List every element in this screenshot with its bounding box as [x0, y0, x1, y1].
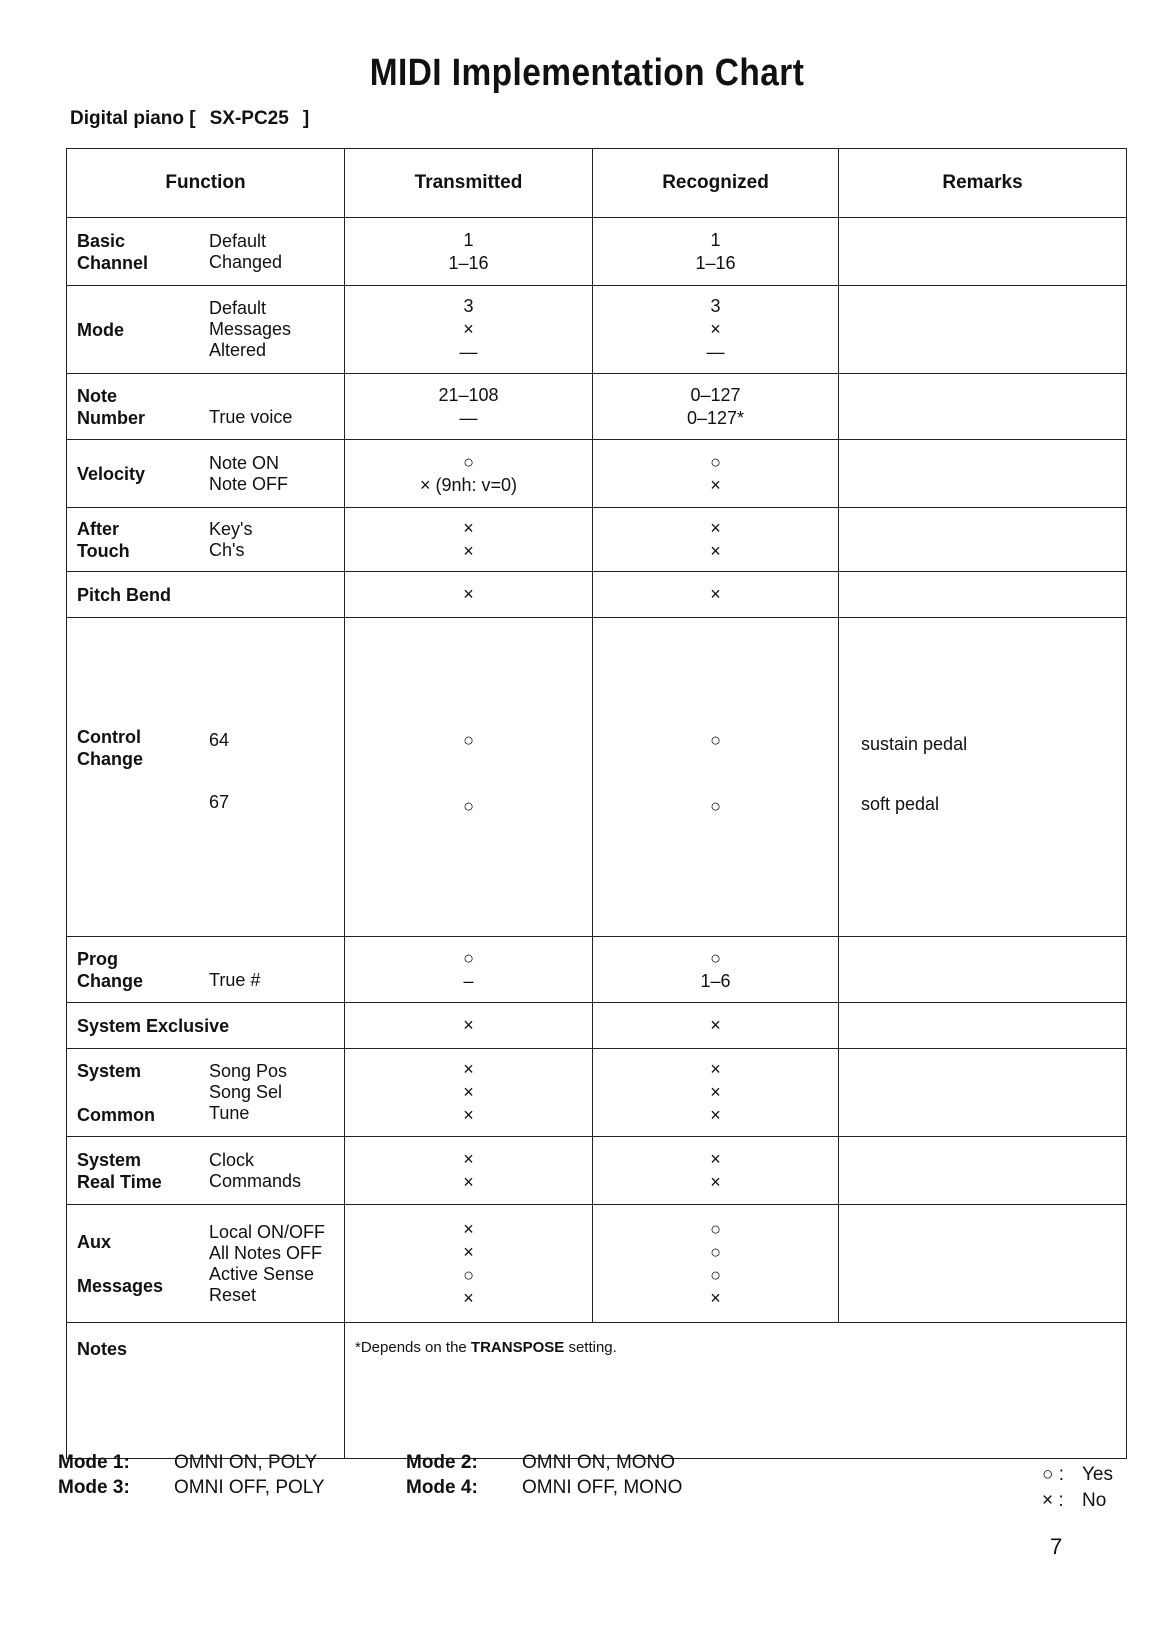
function-sub: True #: [209, 969, 261, 990]
function-sub: True voice: [209, 406, 293, 427]
row-system-real-time: [67, 1137, 1127, 1205]
yes-label: Yes: [1082, 1464, 1113, 1485]
model-suffix: ]: [302, 108, 310, 129]
function-name: System Common: [77, 1060, 155, 1125]
model-name: SX-PC25: [209, 108, 289, 129]
mode-label: Mode 4:: [406, 1477, 478, 1498]
remarks-value: [839, 286, 1127, 374]
remarks-value: [839, 1205, 1127, 1323]
mode-value: OMNI ON, POLY: [174, 1452, 318, 1473]
function-name: System Exclusive: [77, 1015, 230, 1036]
function-sub: Note ON Note OFF: [209, 452, 289, 494]
transmitted-value: 1 1–16: [345, 218, 593, 286]
recognized-value-67: ○: [710, 796, 721, 816]
row-system-exclusive: [67, 1003, 1127, 1049]
page-title: MIDI Implementation Chart: [369, 52, 805, 94]
function-name: Basic Channel: [77, 230, 149, 273]
recognized-value: × ×: [593, 1137, 839, 1205]
mode-label: Mode 1:: [58, 1452, 130, 1473]
mode-value: OMNI OFF, MONO: [522, 1477, 683, 1498]
row-aux-messages: [67, 1205, 1127, 1323]
recognized-value: 0–127 0–127*: [593, 374, 839, 440]
remarks-value: [839, 1003, 1127, 1049]
row-system-common: [67, 1049, 1127, 1137]
notes-text-prefix: *Depends on the: [355, 1339, 471, 1356]
page-number: 7: [1050, 1534, 1063, 1559]
function-name: Velocity: [77, 463, 146, 484]
function-sub: Default Messages Altered: [209, 298, 292, 360]
control-number-67: 67: [209, 792, 230, 812]
header-remarks: Remarks: [839, 149, 1127, 218]
transmitted-value: ○ –: [345, 937, 593, 1003]
header-recognized: Recognized: [593, 149, 839, 218]
function-name: Control Change: [77, 727, 144, 769]
function-sub: Key's Ch's: [209, 518, 253, 560]
notes-text-bold: TRANSPOSE: [470, 1339, 565, 1356]
recognized-value: ○ ×: [593, 440, 839, 508]
symbol-legend: [1042, 1462, 1113, 1514]
model-prefix: Digital piano [: [70, 108, 196, 129]
recognized-value: ×: [593, 1003, 839, 1049]
recognized-value: ×: [593, 572, 839, 618]
row-notes: [67, 1323, 1127, 1459]
row-basic-channel: [67, 218, 1127, 286]
function-sub: Song Pos Song Sel Tune: [209, 1061, 288, 1123]
recognized-value-64: ○: [710, 730, 721, 750]
remarks-value: [839, 508, 1127, 572]
remarks-value: [839, 937, 1127, 1003]
recognized-value: × ×: [593, 508, 839, 572]
mode-label: Mode 2:: [406, 1452, 478, 1473]
recognized-value: ○ ○ ○ ×: [593, 1205, 839, 1323]
transmitted-value: × ×: [345, 1137, 593, 1205]
remarks-value: [839, 572, 1127, 618]
header-transmitted: Transmitted: [345, 149, 593, 218]
row-mode: [67, 286, 1127, 374]
remarks-value: [839, 218, 1127, 286]
function-name: Prog Change: [77, 948, 144, 991]
header-function: Function: [67, 149, 345, 218]
transmitted-value: ×: [345, 1003, 593, 1049]
notes-text: [345, 1323, 1127, 1459]
row-pitch-bend: [67, 572, 1127, 618]
function-name: After Touch: [77, 518, 130, 561]
no-label: No: [1082, 1490, 1107, 1511]
row-prog-change: [67, 937, 1127, 1003]
function-name: System Real Time: [77, 1149, 162, 1192]
recognized-value: 3 × —: [593, 286, 839, 374]
mode-value: OMNI ON, MONO: [522, 1452, 676, 1473]
recognized-value: 1 1–16: [593, 218, 839, 286]
transmitted-value: ○ × (9nh: v=0): [345, 440, 593, 508]
function-name: Note Number: [77, 385, 146, 428]
yes-symbol: ○ :: [1042, 1464, 1065, 1485]
transmitted-value-67: ○: [463, 796, 474, 816]
remark-soft-pedal: soft pedal: [861, 794, 940, 814]
no-symbol: × :: [1042, 1490, 1064, 1511]
transmitted-value: × × ×: [345, 1049, 593, 1137]
function-sub: Default Changed: [209, 230, 283, 272]
transmitted-value: 3 × —: [345, 286, 593, 374]
row-velocity: [67, 440, 1127, 508]
remark-sustain-pedal: sustain pedal: [861, 734, 968, 754]
function-name: Mode: [77, 319, 124, 340]
control-number-64: 64: [209, 730, 230, 750]
transmitted-value: ×: [345, 572, 593, 618]
row-note-number: [67, 374, 1127, 440]
mode-value: OMNI OFF, POLY: [174, 1477, 325, 1498]
remarks-value: [839, 1049, 1127, 1137]
mode-legend: [58, 1450, 754, 1500]
transmitted-value: 21–108 —: [345, 374, 593, 440]
midi-implementation-table: [66, 148, 1127, 1459]
notes-label: Notes: [67, 1323, 345, 1459]
recognized-value: × × ×: [593, 1049, 839, 1137]
recognized-value: ○ 1–6: [593, 937, 839, 1003]
function-name: Aux Messages: [77, 1231, 164, 1296]
remarks-value: [839, 440, 1127, 508]
mode-label: Mode 3:: [58, 1477, 130, 1498]
row-control-change: [67, 618, 1127, 937]
function-name: Pitch Bend: [77, 584, 172, 605]
remarks-value: [839, 374, 1127, 440]
function-sub: Clock Commands: [209, 1149, 302, 1191]
transmitted-value: × ×: [345, 508, 593, 572]
header-row: [67, 149, 1127, 218]
function-sub: Local ON/OFF All Notes OFF Active Sense Reset: [209, 1221, 326, 1305]
remarks-value: [839, 1137, 1127, 1205]
row-after-touch: [67, 508, 1127, 572]
transmitted-value-64: ○: [463, 730, 474, 750]
notes-text-suffix: setting.: [564, 1339, 617, 1356]
model-line: [70, 108, 309, 130]
transmitted-value: × × ○ ×: [345, 1205, 593, 1323]
